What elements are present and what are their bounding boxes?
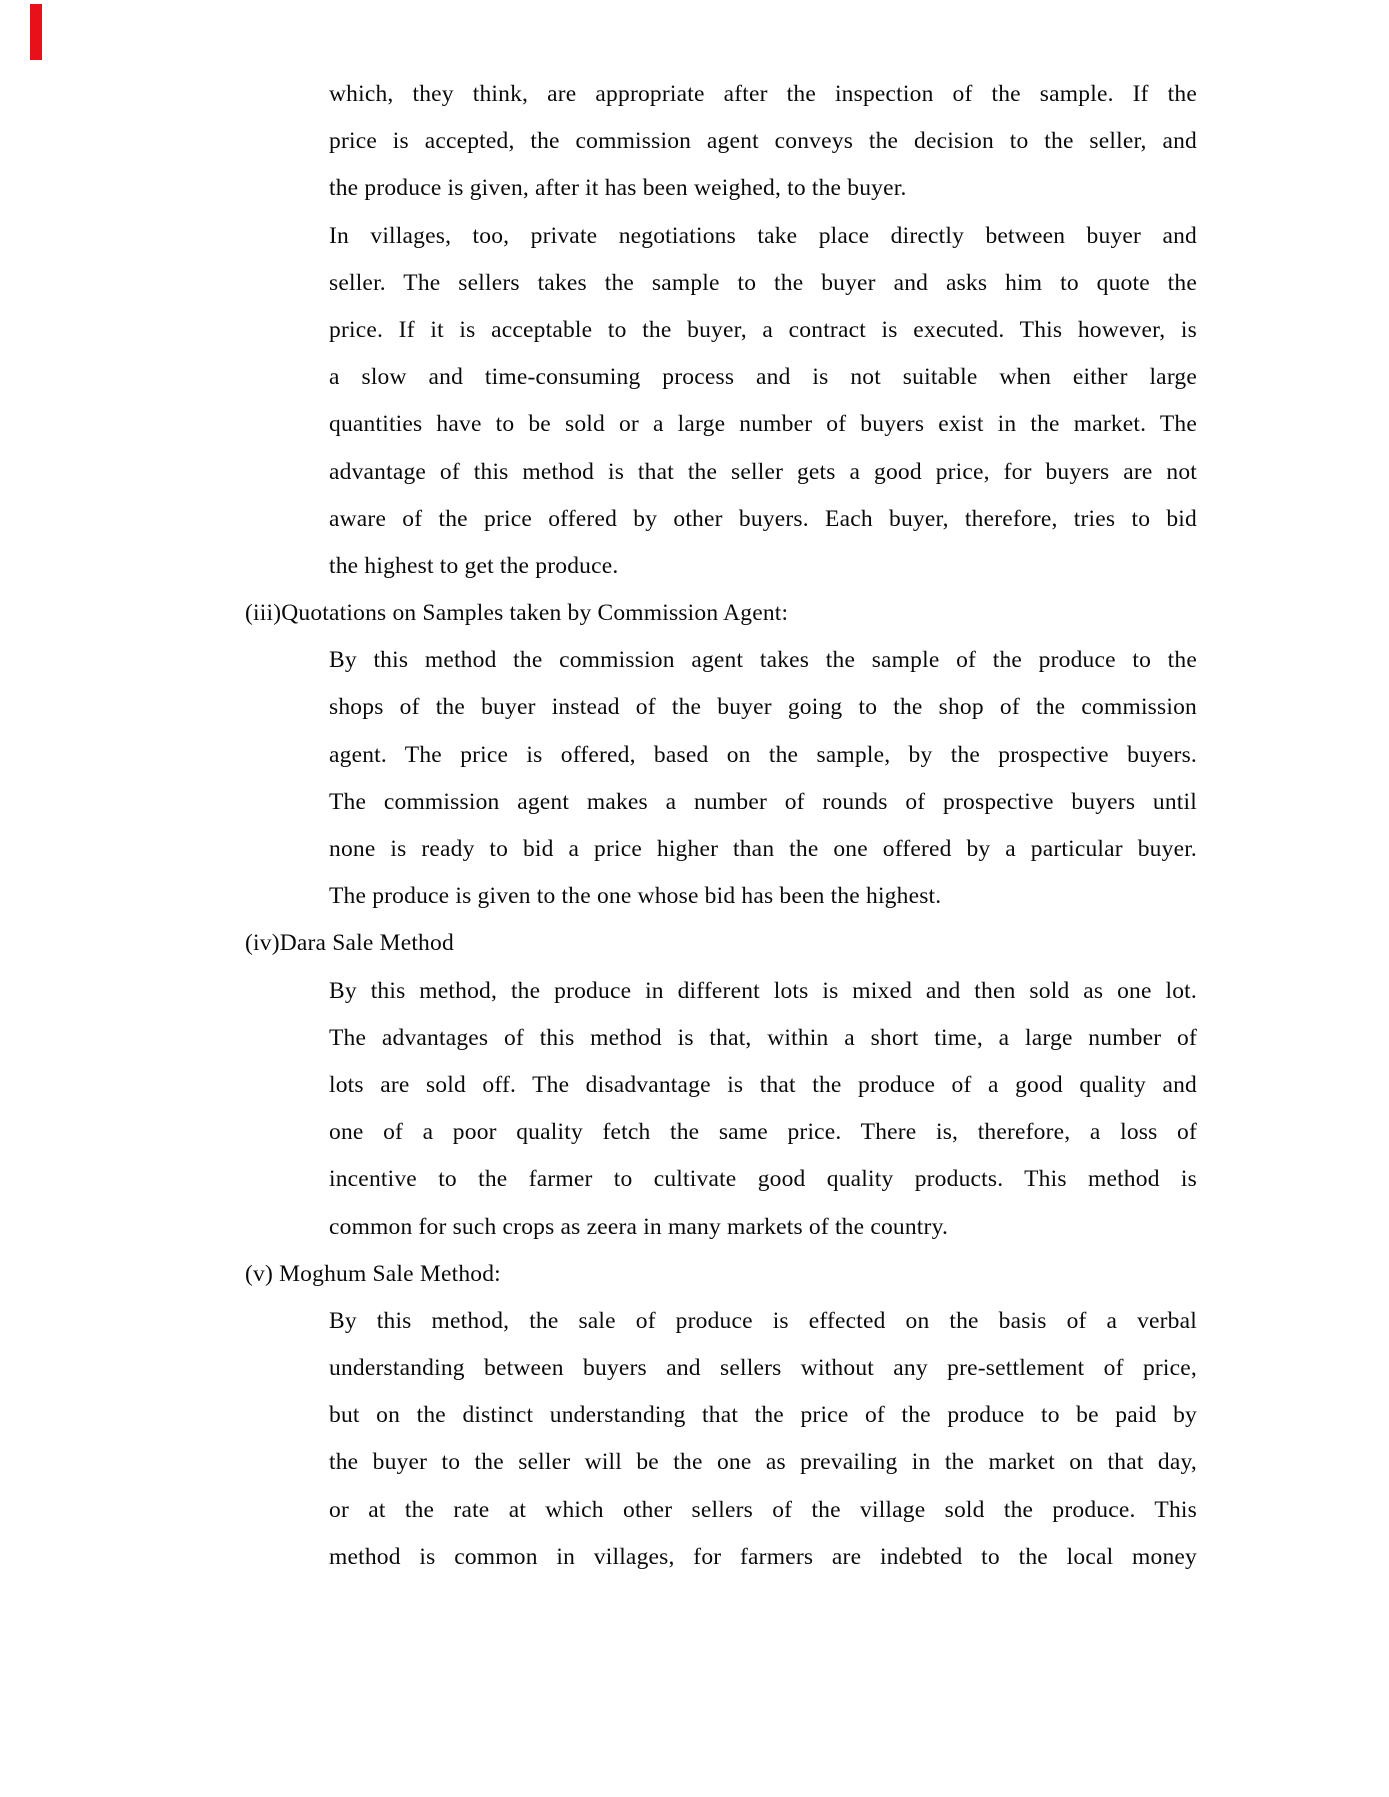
- text-line: understanding between buyers and sellers without any pre-settlement of price,: [329, 1355, 1197, 1382]
- text-line: seller. The sellers takes the sample to the buyer and asks him to quote the: [329, 269, 1197, 296]
- text-line: quantities have to be sold or a large number of buyers exist in the market. The: [329, 411, 1197, 438]
- text-line: The advantages of this method is that, within a short time, a large number of: [329, 1024, 1197, 1051]
- section-heading: (iv)Dara Sale Method: [245, 930, 454, 957]
- text-line: aware of the price offered by other buyers. Each buyer, therefore, tries to bid: [329, 505, 1197, 532]
- text-line: common for such crops as zeera in many markets of the country.: [329, 1213, 949, 1240]
- red-margin-mark: [30, 4, 42, 60]
- text-line: method is common in villages, for farmers are indebted to the local money: [329, 1543, 1197, 1570]
- text-line: the highest to get the produce.: [329, 552, 619, 579]
- text-line: the produce is given, after it has been weighed, to the buyer.: [329, 175, 907, 202]
- text-line: lots are sold off. The disadvantage is that the produce of a good quality and: [329, 1071, 1197, 1098]
- section-heading: (v) Moghum Sale Method:: [245, 1260, 501, 1287]
- document-content: [245, 71, 1197, 1581]
- text-line: By this method, the produce in different lots is mixed and then sold as one lot.: [329, 977, 1197, 1004]
- text-line: The produce is given to the one whose bid has been the highest.: [329, 883, 942, 910]
- text-line: By this method, the sale of produce is effected on the basis of a verbal: [329, 1307, 1197, 1334]
- text-line: price is accepted, the commission agent conveys the decision to the seller, and: [329, 128, 1197, 155]
- text-line: or at the rate at which other sellers of the village sold the produce. This: [329, 1496, 1197, 1523]
- text-line: advantage of this method is that the seller gets a good price, for buyers are not: [329, 458, 1197, 485]
- text-line: incentive to the farmer to cultivate good quality products. This method is: [329, 1166, 1197, 1193]
- text-line: In villages, too, private negotiations take place directly between buyer and: [329, 222, 1197, 249]
- text-line: agent. The price is offered, based on the sample, by the prospective buyers.: [329, 741, 1197, 768]
- text-line: the buyer to the seller will be the one as prevailing in the market on that day,: [329, 1449, 1197, 1476]
- text-line: one of a poor quality fetch the same price. There is, therefore, a loss of: [329, 1119, 1197, 1146]
- text-line: a slow and time-consuming process and is not suitable when either large: [329, 364, 1197, 391]
- text-line: The commission agent makes a number of rounds of prospective buyers until: [329, 788, 1197, 815]
- text-line: but on the distinct understanding that the price of the produce to be paid by: [329, 1402, 1197, 1429]
- text-line: which, they think, are appropriate after the inspection of the sample. If the: [329, 81, 1197, 107]
- text-line: none is ready to bid a price higher than the one offered by a particular buyer.: [329, 836, 1197, 862]
- text-line: shops of the buyer instead of the buyer going to the shop of the commission: [329, 694, 1197, 721]
- text-line: By this method the commission agent takes the sample of the produce to the: [329, 647, 1197, 674]
- text-line: price. If it is acceptable to the buyer, a contract is executed. This however, is: [329, 316, 1197, 343]
- section-heading: (iii)Quotations on Samples taken by Commission Agent:: [245, 600, 789, 627]
